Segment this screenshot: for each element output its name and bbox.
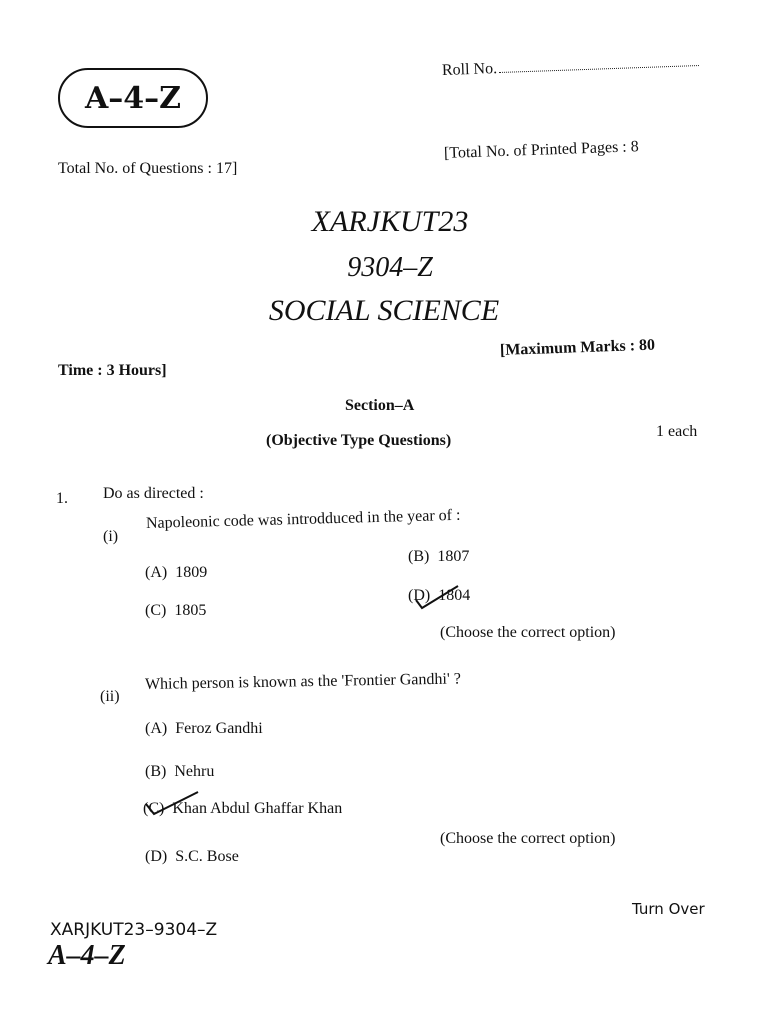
option-key: (D): [145, 848, 168, 865]
option-text: Khan Abdul Ghaffar Khan: [172, 800, 343, 817]
option-key: (C): [145, 602, 167, 619]
option-text: S.C. Bose: [175, 848, 239, 865]
roll-number-blank: [499, 65, 699, 73]
part-label: (ii): [100, 688, 120, 705]
section-marks: 1 each: [656, 423, 698, 440]
option-text: 1809: [175, 564, 208, 581]
part-instruction-note: (Choose the correct option): [440, 624, 616, 641]
option-text: 1805: [174, 602, 207, 619]
option-key: (D): [408, 587, 431, 604]
question-instruction: Do as directed :: [103, 485, 204, 502]
roll-number-field: [442, 53, 700, 80]
option-text: 1807: [437, 548, 470, 565]
part-label: (i): [103, 528, 119, 545]
question-number: 1.: [56, 490, 68, 507]
footer-code: A–4–Z: [48, 940, 126, 971]
option-b: [408, 548, 469, 566]
option-a: [145, 720, 263, 738]
option-a: [145, 564, 207, 582]
answer-tick-mark-icon: [142, 788, 202, 818]
subject-title: SOCIAL SCIENCE: [268, 294, 500, 327]
option-c: [145, 602, 206, 620]
option-key: (A): [145, 720, 168, 737]
total-questions: Total No. of Questions : 17]: [58, 160, 238, 177]
part-question-text: Napoleonic code was introdduced in the year of :: [145, 506, 461, 532]
maximum-marks: [Maximum Marks : 80: [499, 336, 656, 359]
part-question-text: Which person is known as the 'Frontier Gandhi' ?: [144, 670, 462, 693]
paper-code-title: XARJKUT23: [311, 205, 469, 238]
option-text: Feroz Gandhi: [175, 720, 263, 737]
option-text: Nehru: [174, 763, 215, 780]
option-text: 1804: [438, 587, 471, 604]
exam-time: Time : 3 Hours]: [58, 362, 167, 379]
answer-tick-mark-icon: [412, 582, 462, 612]
footer-paper-reference: XARJKUT23–9304–Z: [50, 920, 218, 940]
paper-code-badge: A–4–Z: [58, 68, 208, 128]
roll-number-label: Roll No.: [441, 60, 498, 79]
option-key: (C): [143, 800, 165, 817]
option-key: (B): [408, 548, 430, 565]
printed-pages: [Total No. of Printed Pages : 8: [443, 138, 640, 162]
part-instruction-note: (Choose the correct option): [440, 830, 616, 847]
section-title: Section–A: [345, 397, 415, 414]
turn-over-label: Turn Over: [632, 900, 705, 918]
subject-code-title: 9304–Z: [347, 252, 433, 283]
section-subtitle: (Objective Type Questions): [266, 432, 452, 449]
option-d: [145, 848, 239, 866]
option-key: (B): [145, 763, 167, 780]
option-b: [145, 763, 214, 781]
option-key: (A): [145, 564, 168, 581]
